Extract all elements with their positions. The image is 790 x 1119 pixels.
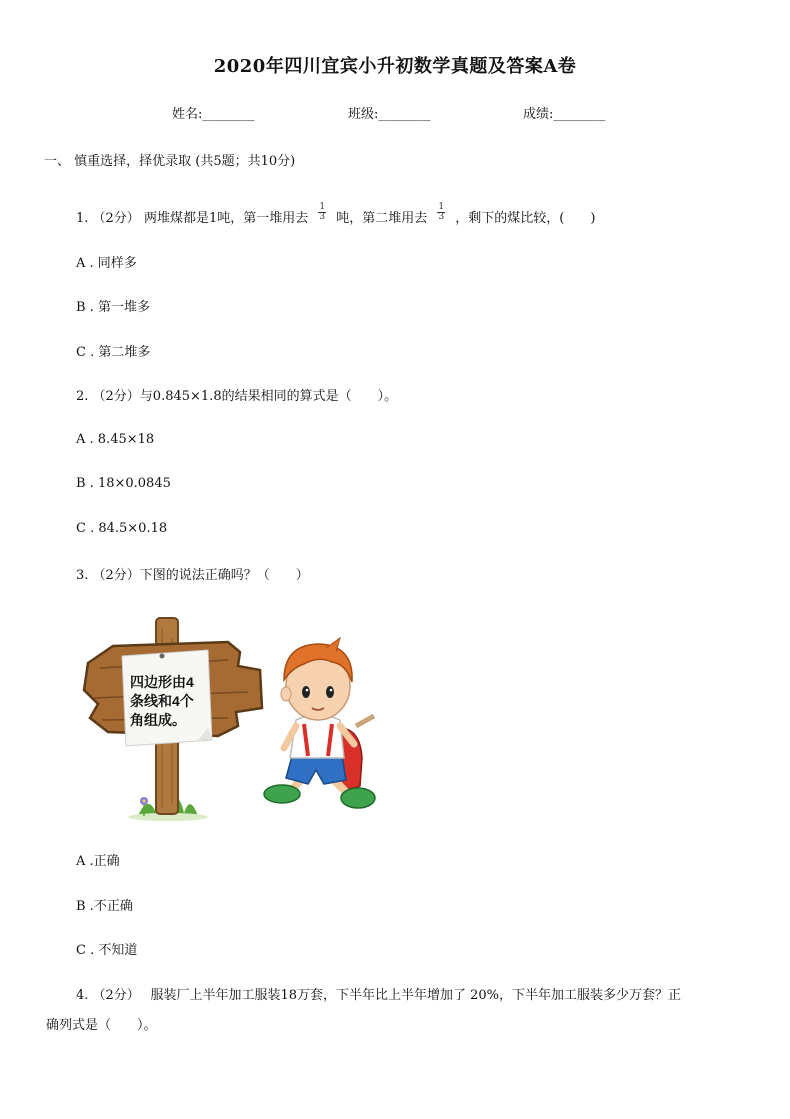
- section-heading: 一、 慎重选择，择优录取 (共5题；共10分): [44, 154, 296, 169]
- fraction-one-third-b: $\frac{1}{3}$: [438, 202, 445, 222]
- question-3: 3. （2分）下图的说法正确吗？（ ）: [76, 568, 309, 583]
- q2-option-b: B . 18×0.0845: [76, 476, 171, 491]
- question-4-line-1: 4. （2分） 服装厂上半年加工服装18万套，下半年比上半年增加了 20%，下半年加工服装多少万套？正: [76, 988, 682, 1003]
- class-field-label: 班级:________: [348, 107, 431, 122]
- page-title: 2020年四川宜宾小升初数学真题及答案A卷: [213, 56, 577, 77]
- sign-line-2: 条线和4个: [130, 693, 194, 709]
- score-field-label: 成绩:________: [523, 107, 606, 122]
- q3-option-a: A .正确: [76, 854, 120, 869]
- q3-option-c: C . 不知道: [76, 943, 138, 958]
- q2-option-c: C . 84.5×0.18: [76, 521, 168, 536]
- signpost-boy-illustration: [78, 608, 398, 823]
- q1-option-b: B . 第一堆多: [76, 300, 150, 315]
- question-4-line-2: 确列式是（ ）。: [46, 1018, 157, 1033]
- sign-line-3: 角组成。: [130, 712, 186, 728]
- q2-option-a: A . 8.45×18: [76, 432, 155, 447]
- question-1: [76, 202, 596, 228]
- q1-option-c: C . 第二堆多: [76, 345, 151, 360]
- question-2: 2. （2分）与0.845×1.8的结果相同的算式是（ ）。: [76, 389, 398, 404]
- sign-line-1: 四边形由4: [130, 674, 194, 690]
- q1-option-a: A . 同样多: [76, 256, 137, 271]
- fraction-one-third-a: $\frac{1}{3}$: [319, 202, 326, 222]
- question-1-text-middle: 吨，第二堆用去: [336, 211, 428, 226]
- name-field-label: 姓名:________: [172, 107, 255, 122]
- question-1-text-end: ，剩下的煤比较，( ): [455, 211, 596, 226]
- q3-option-b: B .不正确: [76, 899, 133, 914]
- question-1-text-start: 1. （2分） 两堆煤都是1吨，第一堆用去: [76, 211, 309, 226]
